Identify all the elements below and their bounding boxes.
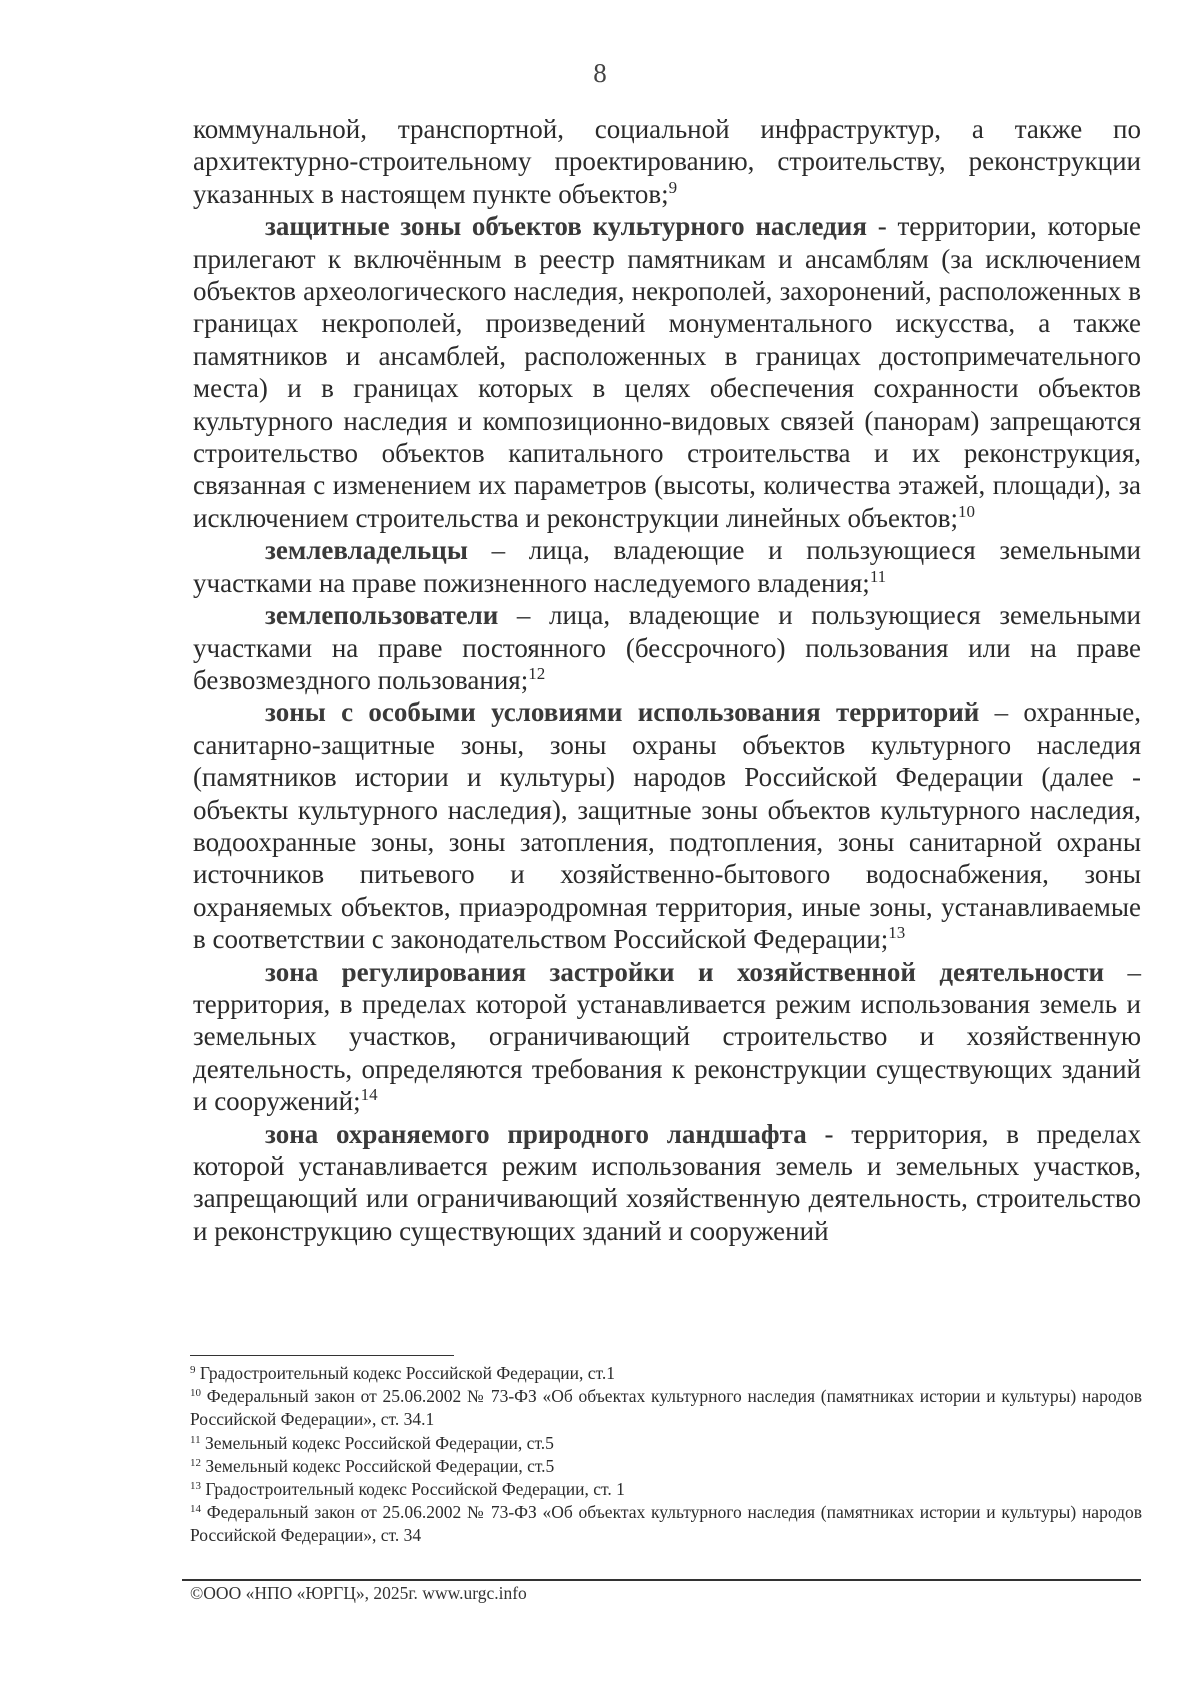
definition-term: землевладельцы (265, 535, 468, 566)
definition-term: зона охраняемого природного ландшафта (265, 1118, 807, 1149)
definition-paragraph (193, 210, 1141, 534)
footnote (190, 1432, 1142, 1455)
footnote-text: Федеральный закон от 25.06.2002 № 73-ФЗ «Об объектах культурного наследия (памятниках истории и культуры) народов Российской Федерации», ст. 34 (190, 1502, 1142, 1546)
footnote (190, 1455, 1142, 1478)
copyright-footer: ©ООО «НПО «ЮРГЦ», 2025г. www.urgc.info (190, 1583, 527, 1603)
footnote-text: Земельный кодекс Российской Федерации, ст.5 (201, 1455, 555, 1476)
definition-text: – лица, владеющие и пользующиеся земельными участками на праве пожизненного наследуемого владения; (193, 535, 1141, 598)
intro-paragraph (193, 113, 1141, 210)
definition-paragraph (193, 1118, 1141, 1248)
footnote-ref: 13 (888, 923, 906, 943)
definition-term: зона регулирования застройки и хозяйственной деятельности (265, 956, 1105, 987)
definition-text: - территория, в пределах которой устанавливается режим использования земель и земельных участков, запрещающий или ограничивающий хозяйственную деятельность, строительство и реконструкцию существующих зданий и сооружений (193, 1118, 1141, 1246)
page-number: 8 (593, 58, 607, 88)
footer-divider (182, 1579, 1141, 1581)
footnote-ref: 14 (360, 1085, 378, 1105)
definition-term: зоны с особыми условиями использования территорий (265, 697, 980, 728)
definition-term: землепользователи (265, 600, 499, 631)
document-body (193, 113, 1141, 1247)
footnotes (190, 1362, 1142, 1548)
definition-paragraph (193, 534, 1141, 599)
footnote-ref: 12 (528, 663, 546, 683)
footnote-number: 10 (190, 1387, 201, 1400)
definition-paragraph (193, 956, 1141, 1118)
footnote (190, 1478, 1142, 1501)
footnote-text: Земельный кодекс Российской Федерации, ст.5 (200, 1432, 554, 1453)
footnote-number: 12 (190, 1456, 201, 1469)
definition-text: - территории, которые прилегают к включённым в реестр памятникам и ансамблям (за исключением объектов археологического наследия, некрополей, захоронений, расположенных в границах некрополей, произведений монументального искусства, а также памятников и ансамблей, расположенных в границах достопримечательного места) и в границах которых в целях обеспечения сохранности объектов культурного наследия и композиционно-видовых связей (панорам) запрещаются строительство объектов капитального строительства и их реконструкция, связанная с изменением их параметров (высоты, количества этажей, площади), за исключением строительства и реконструкции линейных объектов; (193, 211, 1141, 533)
definition-text: – территория, в пределах которой устанавливается режим использования земель и земельных участков, ограничивающий строительство и хозяйственную деятельность, определяются требования к реконструкции существующих зданий и сооружений; (193, 956, 1142, 1117)
intro-text: коммунальной, транспортной, социальной инфраструктур, а также по архитектурно-строительному проектированию, строительству, реконструкции указанных в настоящем пункте объектов; (193, 114, 1141, 209)
footnote-separator (190, 1355, 454, 1356)
footnote (190, 1362, 1142, 1385)
footnote-ref: 10 (957, 501, 975, 521)
footnote-ref: 11 (869, 566, 887, 586)
footnote (190, 1385, 1142, 1431)
footnote-text: Градостроительный кодекс Российской Федерации, ст. 1 (201, 1479, 625, 1500)
footnote-number: 13 (190, 1480, 201, 1493)
footnote-ref: 9 (668, 177, 678, 197)
footnote (190, 1501, 1142, 1547)
definition-term: защитные зоны объектов культурного наследия (265, 211, 867, 242)
definition-text: – лица, владеющие и пользующиеся земельными участками на праве постоянного (бессрочного) пользования или на праве безвозмездного пользования; (193, 600, 1141, 695)
footnote-number: 11 (190, 1433, 201, 1446)
footnote-text: Федеральный закон от 25.06.2002 № 73-ФЗ «Об объектах культурного наследия (памятниках истории и культуры) народов Российской Федерации», ст. 34.1 (190, 1386, 1142, 1430)
definition-paragraph (193, 599, 1141, 696)
footnote-text: Градостроительный кодекс Российской Федерации, ст.1 (195, 1363, 615, 1383)
footnote-number: 14 (190, 1503, 201, 1516)
definition-paragraph (193, 696, 1141, 955)
footnote-number: 9 (190, 1364, 196, 1376)
definition-text: – охранные, санитарно-защитные зоны, зоны охраны объектов культурного наследия (памятников истории и культуры) народов Российской Федерации (далее - объекты культурного наследия), защитные зоны объектов культурного наследия, водоохранные зоны, зоны затопления, подтопления, зоны санитарной охраны источников питьевого и хозяйственно-бытового водоснабжения, зоны охраняемых объектов, приаэродромная территория, иные зоны, устанавливаемые в соответствии с законодательством Российской Федерации; (193, 697, 1141, 955)
